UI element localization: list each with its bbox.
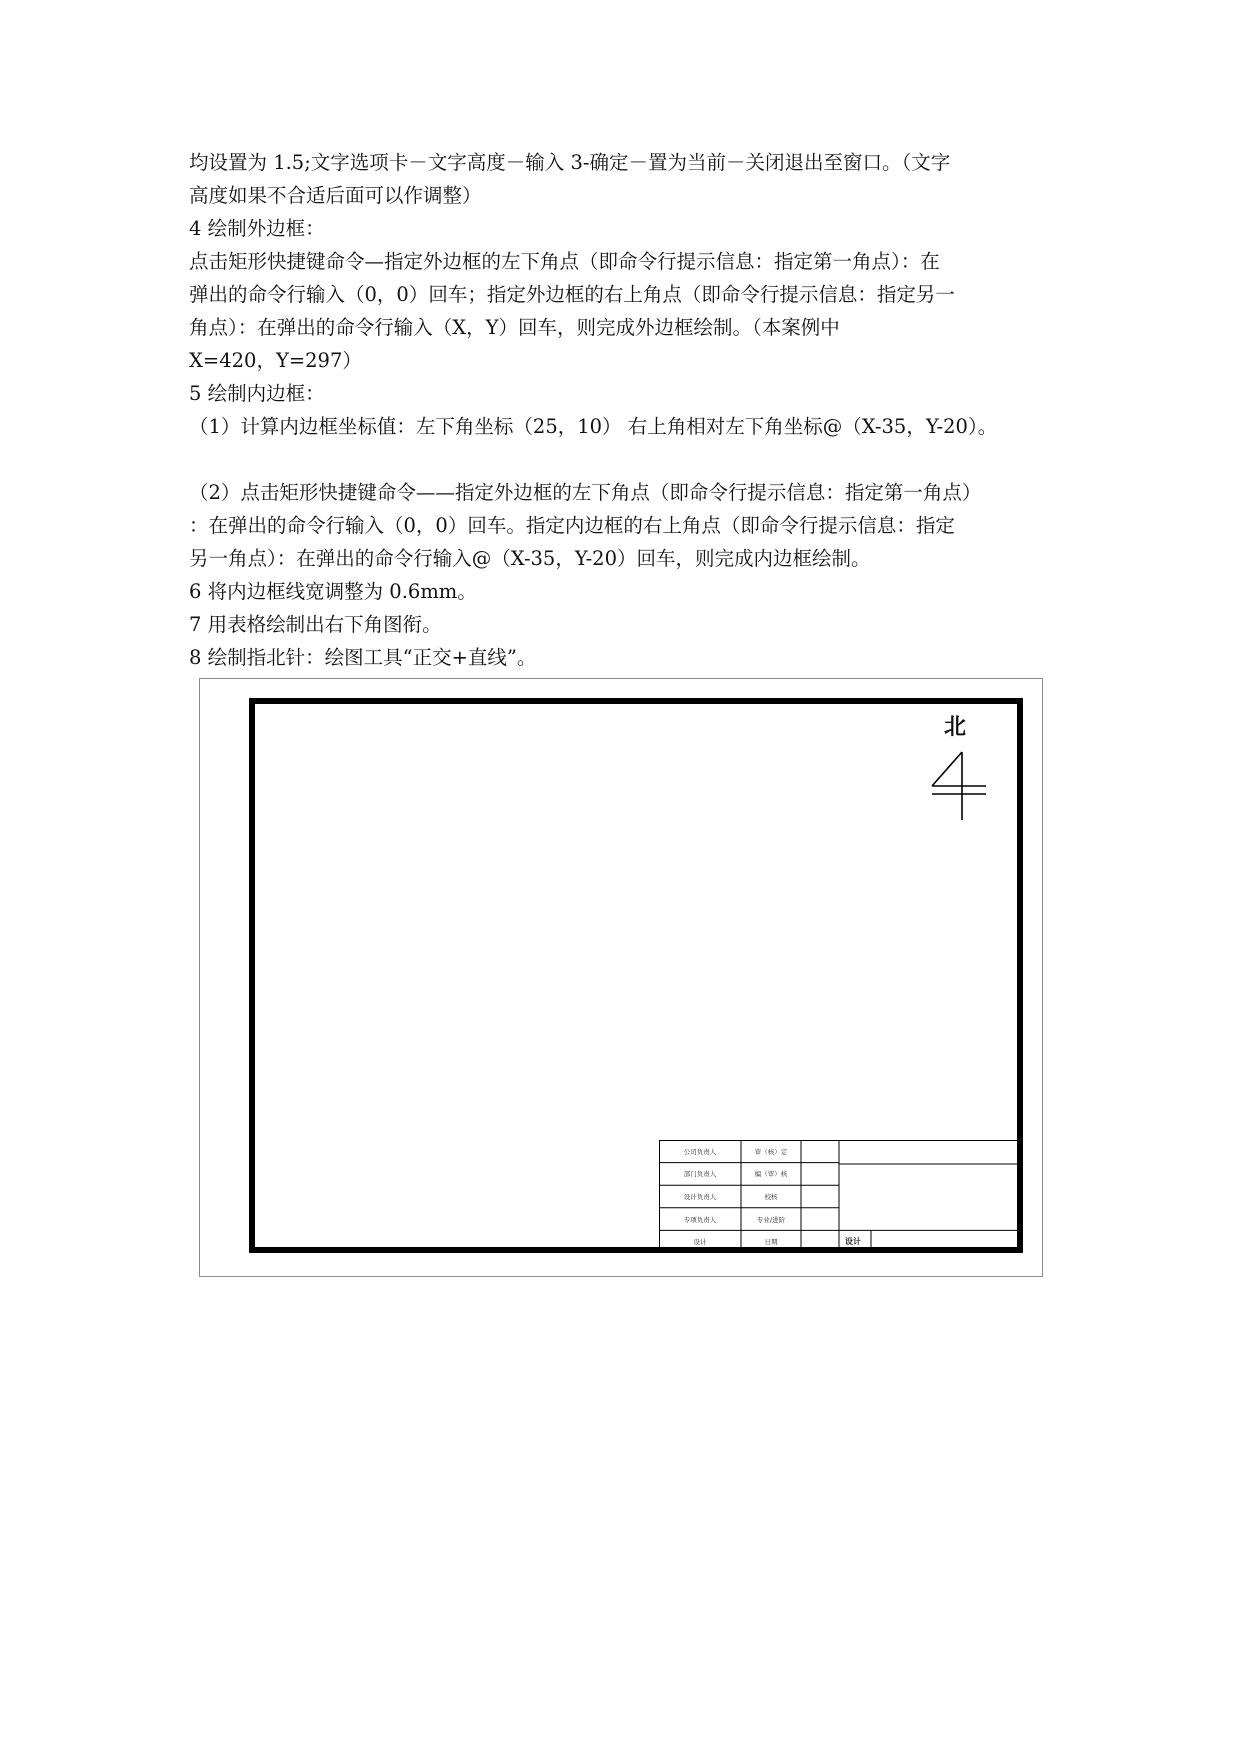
north-label: 北 <box>944 715 967 740</box>
paragraph-line: X=420，Y=297） <box>189 349 362 372</box>
paragraph-line: 角点）：在弹出的命令行输入（X，Y）回车，则完成外边框绘制。（本案例中 <box>189 316 840 339</box>
paragraph-line: 另一角点）：在弹出的命令行输入@（X-35，Y-20）回车，则完成内边框绘制。 <box>189 547 871 570</box>
blank-line <box>189 443 1089 476</box>
paragraph-line: 均设置为 1.5;文字选项卡－文字高度－输入 3-确定－置为当前－关闭退出至窗口。（文字 <box>189 151 951 174</box>
paragraph-line: 点击矩形快捷键命令—指定外边框的左下角点（即命令行提示信息：指定第一角点）：在 <box>189 250 940 273</box>
title-block-row <box>659 1208 1020 1231</box>
section-heading: 5 绘制内边框： <box>189 382 325 405</box>
paragraph-line: 高度如果不合适后面可以作调整） <box>189 184 482 207</box>
paragraph-line: 8 绘制指北针：绘图工具“正交+直线”。 <box>189 646 537 669</box>
title-block-cell: 专项负责人 <box>683 1215 717 1224</box>
title-block-cell: 设计负责人 <box>683 1192 717 1201</box>
title-block-cell: 校核 <box>764 1192 778 1201</box>
title-block-cell: 专业/进阶 <box>756 1215 786 1224</box>
title-block-row <box>659 1230 1020 1253</box>
paragraph-line: ：在弹出的命令行输入（0，0）回车。指定内边框的右上角点（即命令行提示信息：指定 <box>189 514 955 537</box>
paragraph-line: 6 将内边框线宽调整为 0.6mm。 <box>189 580 477 603</box>
title-block-row <box>659 1185 1020 1208</box>
paragraph-line: （2）点击矩形快捷键命令——指定外边框的左下角点（即命令行提示信息：指定第一角点） <box>189 481 982 504</box>
document-text <box>189 146 1089 674</box>
section-heading: 4 绘制外边框： <box>189 217 325 240</box>
title-block-cell: 日期 <box>764 1238 778 1247</box>
paragraph-line: 弹出的命令行输入（0，0）回车；指定外边框的右上角点（即命令行提示信息：指定另一 <box>189 283 955 306</box>
title-block-row <box>659 1163 1020 1186</box>
title-block-cell: 部门负责人 <box>683 1170 717 1179</box>
title-block-cell: 公司负责人 <box>683 1147 717 1156</box>
paragraph-line: 7 用表格绘制出右下角图衔。 <box>189 613 442 636</box>
paragraph-line: （1）计算内边框坐标值：左下角坐标（25，10） 右上角相对左下角坐标@（X-35，Y-20）。 <box>189 415 998 438</box>
title-block-cell: 设计 <box>845 1237 861 1247</box>
north-arrow-icon <box>928 750 990 820</box>
title-block-cell: 编（审）核 <box>754 1170 788 1179</box>
title-block-row <box>659 1140 1020 1163</box>
title-block <box>659 1140 1020 1253</box>
title-block-cell: 设计 <box>693 1238 707 1247</box>
title-block-cell: 审（核）定 <box>754 1147 788 1156</box>
